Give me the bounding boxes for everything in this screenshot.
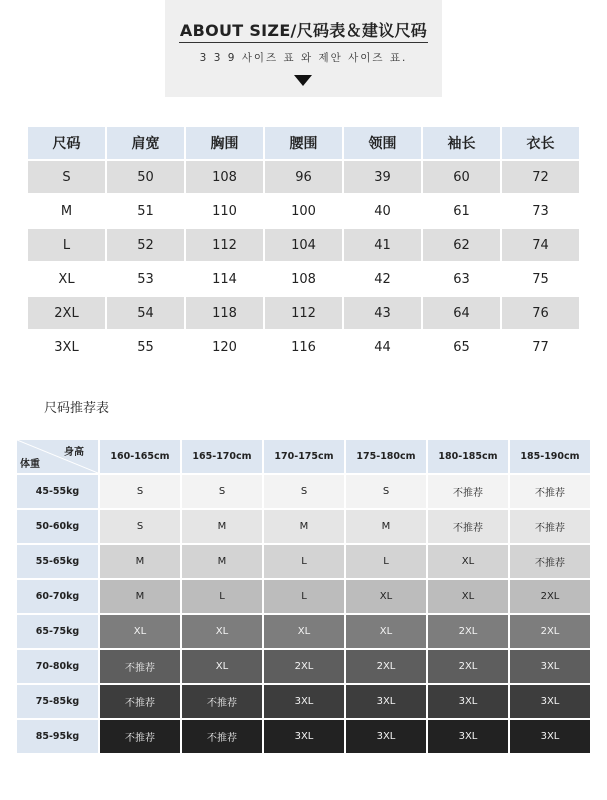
recommended-size-cell: XL: [182, 650, 262, 683]
recommend-header-row: [17, 440, 590, 473]
size-value-cell: 75: [502, 263, 579, 295]
recommended-size-cell: XL: [428, 545, 508, 578]
size-value-cell: 62: [423, 229, 500, 261]
recommended-size-cell: 3XL: [510, 720, 590, 753]
recommended-size-cell: M: [182, 545, 262, 578]
size-label-cell: L: [28, 229, 105, 261]
size-value-cell: 65: [423, 331, 500, 363]
recommend-row: [17, 510, 590, 543]
size-label-cell: XL: [28, 263, 105, 295]
size-value-cell: 51: [107, 195, 184, 227]
size-value-cell: 77: [502, 331, 579, 363]
size-value-cell: 40: [344, 195, 421, 227]
size-table-header-cell: 衣长: [502, 127, 579, 159]
size-value-cell: 72: [502, 161, 579, 193]
weight-range-header: 55-65kg: [17, 545, 98, 578]
recommended-size-cell: 不推荐: [510, 475, 590, 508]
size-table-row: [28, 229, 579, 261]
size-table-header-cell: 尺码: [28, 127, 105, 159]
size-value-cell: 118: [186, 297, 263, 329]
size-value-cell: 74: [502, 229, 579, 261]
weight-range-header: 60-70kg: [17, 580, 98, 613]
recommended-size-cell: 不推荐: [510, 545, 590, 578]
recommend-row: [17, 650, 590, 683]
size-table-row: [28, 263, 579, 295]
size-table-row: [28, 297, 579, 329]
recommended-size-cell: 3XL: [428, 720, 508, 753]
recommend-row: [17, 545, 590, 578]
recommended-size-cell: L: [264, 580, 344, 613]
header-subtitle: 3 3 9 사이즈 표 와 제안 사이즈 표.: [199, 52, 408, 64]
weight-range-header: 45-55kg: [17, 475, 98, 508]
recommend-row: [17, 615, 590, 648]
recommended-size-cell: 3XL: [428, 685, 508, 718]
height-range-header: 175-180cm: [346, 440, 426, 473]
recommended-size-cell: M: [100, 580, 180, 613]
size-value-cell: 112: [265, 297, 342, 329]
recommended-size-cell: M: [182, 510, 262, 543]
recommend-row: [17, 475, 590, 508]
weight-axis-label: 体重: [20, 459, 40, 470]
size-value-cell: 110: [186, 195, 263, 227]
size-label-cell: 2XL: [28, 297, 105, 329]
recommended-size-cell: XL: [346, 580, 426, 613]
size-value-cell: 63: [423, 263, 500, 295]
recommended-size-cell: 3XL: [346, 720, 426, 753]
recommended-size-cell: S: [100, 475, 180, 508]
size-value-cell: 44: [344, 331, 421, 363]
size-value-cell: 54: [107, 297, 184, 329]
recommended-size-cell: XL: [182, 615, 262, 648]
recommend-row: [17, 685, 590, 718]
recommended-size-cell: 不推荐: [182, 685, 262, 718]
recommended-size-cell: S: [346, 475, 426, 508]
size-value-cell: 114: [186, 263, 263, 295]
weight-range-header: 65-75kg: [17, 615, 98, 648]
size-value-cell: 73: [502, 195, 579, 227]
recommended-size-cell: XL: [428, 580, 508, 613]
recommended-size-cell: XL: [264, 615, 344, 648]
size-label-cell: 3XL: [28, 331, 105, 363]
header-divider: [179, 42, 428, 43]
size-value-cell: 55: [107, 331, 184, 363]
recommend-corner-cell: [17, 440, 98, 473]
size-value-cell: 112: [186, 229, 263, 261]
down-arrow-icon: [294, 75, 312, 86]
height-range-header: 170-175cm: [264, 440, 344, 473]
recommended-size-cell: L: [346, 545, 426, 578]
size-value-cell: 43: [344, 297, 421, 329]
recommended-size-cell: 3XL: [264, 720, 344, 753]
recommended-size-cell: 不推荐: [100, 685, 180, 718]
height-range-header: 160-165cm: [100, 440, 180, 473]
recommend-row: [17, 580, 590, 613]
recommended-size-cell: 不推荐: [428, 510, 508, 543]
size-table-row: [28, 161, 579, 193]
size-value-cell: 42: [344, 263, 421, 295]
recommended-size-cell: 3XL: [346, 685, 426, 718]
size-label-cell: S: [28, 161, 105, 193]
recommend-title: 尺码推荐表: [44, 401, 110, 416]
recommended-size-cell: 3XL: [510, 650, 590, 683]
size-value-cell: 60: [423, 161, 500, 193]
height-range-header: 185-190cm: [510, 440, 590, 473]
recommended-size-cell: 不推荐: [428, 475, 508, 508]
recommended-size-cell: 不推荐: [100, 720, 180, 753]
recommended-size-cell: 不推荐: [510, 510, 590, 543]
recommended-size-cell: 2XL: [510, 580, 590, 613]
recommended-size-cell: 2XL: [264, 650, 344, 683]
recommended-size-cell: XL: [100, 615, 180, 648]
size-value-cell: 52: [107, 229, 184, 261]
size-value-cell: 100: [265, 195, 342, 227]
size-value-cell: 104: [265, 229, 342, 261]
size-value-cell: 108: [265, 263, 342, 295]
recommended-size-cell: 3XL: [264, 685, 344, 718]
size-header-banner: [165, 0, 442, 97]
size-recommend-table: [15, 438, 592, 755]
recommended-size-cell: L: [182, 580, 262, 613]
weight-range-header: 70-80kg: [17, 650, 98, 683]
size-table-header-cell: 肩宽: [107, 127, 184, 159]
size-value-cell: 53: [107, 263, 184, 295]
recommend-row: [17, 720, 590, 753]
header-title: ABOUT SIZE/尺码表＆建议尺码: [179, 21, 428, 40]
size-table-header-cell: 领围: [344, 127, 421, 159]
size-value-cell: 61: [423, 195, 500, 227]
recommended-size-cell: 不推荐: [100, 650, 180, 683]
size-table-row: [28, 195, 579, 227]
size-value-cell: 96: [265, 161, 342, 193]
recommended-size-cell: 2XL: [428, 615, 508, 648]
size-value-cell: 64: [423, 297, 500, 329]
recommended-size-cell: S: [264, 475, 344, 508]
height-range-header: 165-170cm: [182, 440, 262, 473]
size-value-cell: 41: [344, 229, 421, 261]
recommended-size-cell: M: [346, 510, 426, 543]
size-table-row: [28, 331, 579, 363]
size-table-header-cell: 腰围: [265, 127, 342, 159]
recommended-size-cell: 2XL: [510, 615, 590, 648]
height-range-header: 180-185cm: [428, 440, 508, 473]
size-value-cell: 39: [344, 161, 421, 193]
recommended-size-cell: S: [100, 510, 180, 543]
size-table-header-cell: 胸围: [186, 127, 263, 159]
recommended-size-cell: 不推荐: [182, 720, 262, 753]
recommended-size-cell: 3XL: [510, 685, 590, 718]
size-chart-table: [26, 125, 581, 365]
recommended-size-cell: S: [182, 475, 262, 508]
size-table-header-row: [28, 127, 579, 159]
recommended-size-cell: 2XL: [346, 650, 426, 683]
recommended-size-cell: XL: [346, 615, 426, 648]
size-value-cell: 50: [107, 161, 184, 193]
size-value-cell: 116: [265, 331, 342, 363]
weight-range-header: 85-95kg: [17, 720, 98, 753]
size-value-cell: 108: [186, 161, 263, 193]
weight-range-header: 50-60kg: [17, 510, 98, 543]
recommended-size-cell: L: [264, 545, 344, 578]
recommended-size-cell: M: [264, 510, 344, 543]
height-axis-label: 身高: [64, 447, 84, 458]
size-label-cell: M: [28, 195, 105, 227]
size-table-header-cell: 袖长: [423, 127, 500, 159]
size-value-cell: 76: [502, 297, 579, 329]
size-value-cell: 120: [186, 331, 263, 363]
recommended-size-cell: M: [100, 545, 180, 578]
weight-range-header: 75-85kg: [17, 685, 98, 718]
recommended-size-cell: 2XL: [428, 650, 508, 683]
